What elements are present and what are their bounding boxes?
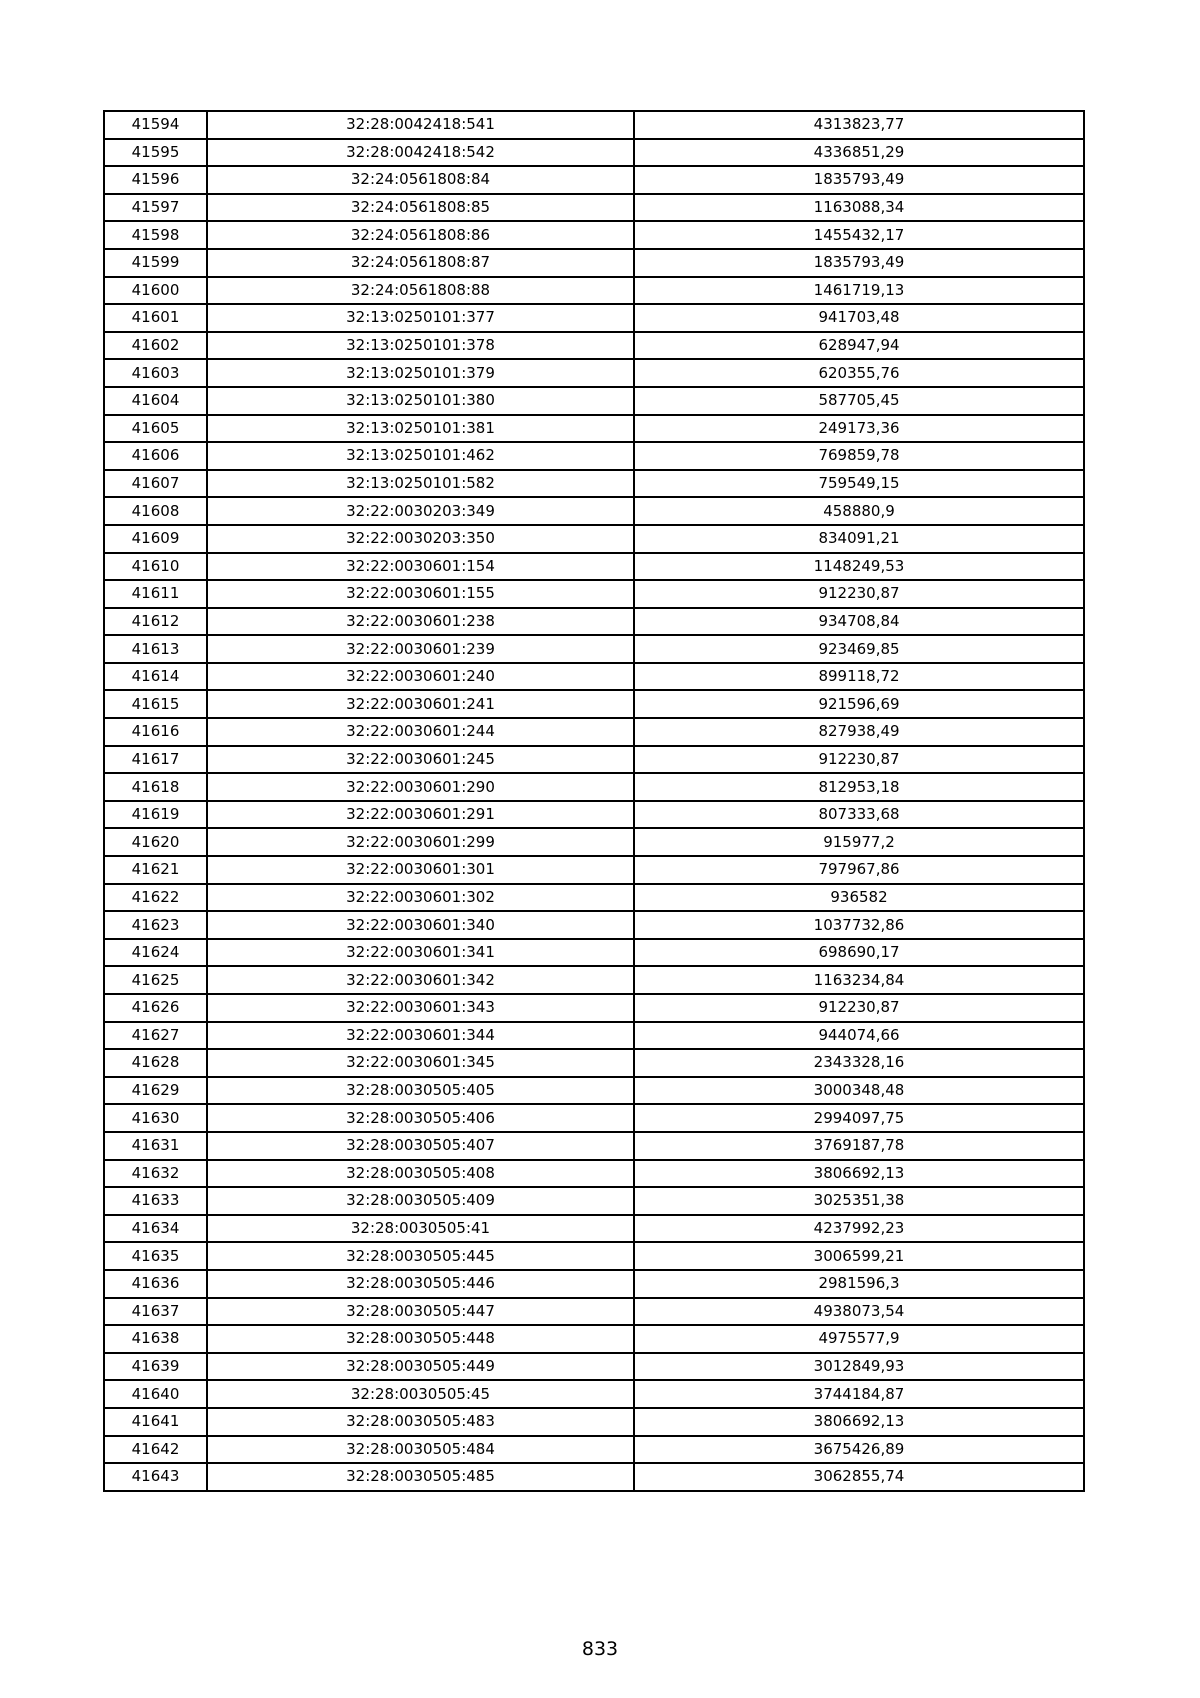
cadastral-number-cell: 32:28:0030505:485 [207, 1463, 634, 1491]
table-row [104, 939, 1084, 967]
value-cell: 3806692,13 [634, 1160, 1084, 1188]
table-row [104, 1049, 1084, 1077]
table-row [104, 994, 1084, 1022]
row-index-cell: 41606 [104, 442, 207, 470]
row-index-cell: 41640 [104, 1380, 207, 1408]
cadastral-number-cell: 32:22:0030601:340 [207, 911, 634, 939]
cadastral-number-cell: 32:28:0042418:541 [207, 111, 634, 139]
cadastral-number-cell: 32:22:0030601:239 [207, 635, 634, 663]
cadastral-number-cell: 32:28:0030505:407 [207, 1132, 634, 1160]
table-row [104, 277, 1084, 305]
table-row [104, 608, 1084, 636]
value-cell: 834091,21 [634, 525, 1084, 553]
row-index-cell: 41598 [104, 221, 207, 249]
row-index-cell: 41627 [104, 1022, 207, 1050]
cadastral-number-cell: 32:22:0030601:241 [207, 690, 634, 718]
cadastral-number-cell: 32:24:0561808:86 [207, 221, 634, 249]
table-row [104, 746, 1084, 774]
value-cell: 458880,9 [634, 497, 1084, 525]
cadastral-number-cell: 32:22:0030601:342 [207, 966, 634, 994]
row-index-cell: 41636 [104, 1270, 207, 1298]
table-row [104, 1463, 1084, 1491]
row-index-cell: 41612 [104, 608, 207, 636]
table-row [104, 1380, 1084, 1408]
cadastral-number-cell: 32:22:0030601:238 [207, 608, 634, 636]
table-row [104, 194, 1084, 222]
cadastral-number-cell: 32:13:0250101:582 [207, 470, 634, 498]
cadastral-number-cell: 32:28:0030505:446 [207, 1270, 634, 1298]
value-cell: 827938,49 [634, 718, 1084, 746]
table-row [104, 801, 1084, 829]
table-row [104, 911, 1084, 939]
row-index-cell: 41610 [104, 553, 207, 581]
table-row [104, 884, 1084, 912]
row-index-cell: 41605 [104, 415, 207, 443]
value-cell: 936582 [634, 884, 1084, 912]
registry-table [103, 110, 1085, 1492]
value-cell: 1455432,17 [634, 221, 1084, 249]
value-cell: 1163088,34 [634, 194, 1084, 222]
value-cell: 4237992,23 [634, 1215, 1084, 1243]
row-index-cell: 41619 [104, 801, 207, 829]
value-cell: 915977,2 [634, 828, 1084, 856]
cadastral-number-cell: 32:22:0030601:343 [207, 994, 634, 1022]
row-index-cell: 41622 [104, 884, 207, 912]
cadastral-number-cell: 32:22:0030601:301 [207, 856, 634, 884]
value-cell: 2994097,75 [634, 1104, 1084, 1132]
row-index-cell: 41613 [104, 635, 207, 663]
cadastral-number-cell: 32:22:0030601:302 [207, 884, 634, 912]
row-index-cell: 41611 [104, 580, 207, 608]
table-row [104, 663, 1084, 691]
cadastral-number-cell: 32:22:0030601:245 [207, 746, 634, 774]
table-row [104, 221, 1084, 249]
cadastral-number-cell: 32:13:0250101:378 [207, 332, 634, 360]
row-index-cell: 41603 [104, 359, 207, 387]
value-cell: 1037732,86 [634, 911, 1084, 939]
table-row [104, 1077, 1084, 1105]
row-index-cell: 41638 [104, 1325, 207, 1353]
value-cell: 3025351,38 [634, 1187, 1084, 1215]
row-index-cell: 41625 [104, 966, 207, 994]
cadastral-number-cell: 32:24:0561808:87 [207, 249, 634, 277]
row-index-cell: 41630 [104, 1104, 207, 1132]
value-cell: 941703,48 [634, 304, 1084, 332]
cadastral-number-cell: 32:22:0030601:299 [207, 828, 634, 856]
value-cell: 3012849,93 [634, 1353, 1084, 1381]
row-index-cell: 41634 [104, 1215, 207, 1243]
table-row [104, 856, 1084, 884]
value-cell: 698690,17 [634, 939, 1084, 967]
table-row [104, 1436, 1084, 1464]
table-row [104, 304, 1084, 332]
table-row [104, 773, 1084, 801]
cadastral-number-cell: 32:24:0561808:88 [207, 277, 634, 305]
value-cell: 921596,69 [634, 690, 1084, 718]
row-index-cell: 41594 [104, 111, 207, 139]
value-cell: 912230,87 [634, 746, 1084, 774]
cadastral-number-cell: 32:28:0030505:45 [207, 1380, 634, 1408]
row-index-cell: 41599 [104, 249, 207, 277]
value-cell: 2981596,3 [634, 1270, 1084, 1298]
value-cell: 587705,45 [634, 387, 1084, 415]
row-index-cell: 41604 [104, 387, 207, 415]
table-row [104, 1187, 1084, 1215]
value-cell: 4975577,9 [634, 1325, 1084, 1353]
table-row [104, 497, 1084, 525]
value-cell: 3006599,21 [634, 1242, 1084, 1270]
row-index-cell: 41600 [104, 277, 207, 305]
cadastral-number-cell: 32:28:0030505:449 [207, 1353, 634, 1381]
row-index-cell: 41633 [104, 1187, 207, 1215]
row-index-cell: 41631 [104, 1132, 207, 1160]
table-row [104, 387, 1084, 415]
cadastral-number-cell: 32:28:0042418:542 [207, 139, 634, 167]
cadastral-number-cell: 32:22:0030203:350 [207, 525, 634, 553]
row-index-cell: 41596 [104, 166, 207, 194]
row-index-cell: 41608 [104, 497, 207, 525]
row-index-cell: 41643 [104, 1463, 207, 1491]
value-cell: 628947,94 [634, 332, 1084, 360]
cadastral-number-cell: 32:22:0030203:349 [207, 497, 634, 525]
registry-table-body [104, 111, 1084, 1491]
table-row [104, 332, 1084, 360]
table-row [104, 1104, 1084, 1132]
value-cell: 4313823,77 [634, 111, 1084, 139]
value-cell: 769859,78 [634, 442, 1084, 470]
cadastral-number-cell: 32:22:0030601:155 [207, 580, 634, 608]
table-row [104, 525, 1084, 553]
table-row [104, 1353, 1084, 1381]
table-row [104, 1132, 1084, 1160]
table-row [104, 1408, 1084, 1436]
table-row [104, 166, 1084, 194]
cadastral-number-cell: 32:28:0030505:448 [207, 1325, 634, 1353]
value-cell: 797967,86 [634, 856, 1084, 884]
value-cell: 1148249,53 [634, 553, 1084, 581]
value-cell: 3062855,74 [634, 1463, 1084, 1491]
row-index-cell: 41642 [104, 1436, 207, 1464]
value-cell: 1163234,84 [634, 966, 1084, 994]
value-cell: 812953,18 [634, 773, 1084, 801]
row-index-cell: 41641 [104, 1408, 207, 1436]
table-row [104, 1022, 1084, 1050]
value-cell: 249173,36 [634, 415, 1084, 443]
table-row [104, 690, 1084, 718]
cadastral-number-cell: 32:28:0030505:406 [207, 1104, 634, 1132]
row-index-cell: 41618 [104, 773, 207, 801]
row-index-cell: 41629 [104, 1077, 207, 1105]
row-index-cell: 41597 [104, 194, 207, 222]
cadastral-number-cell: 32:28:0030505:447 [207, 1298, 634, 1326]
value-cell: 912230,87 [634, 994, 1084, 1022]
table-row [104, 249, 1084, 277]
value-cell: 4938073,54 [634, 1298, 1084, 1326]
cadastral-number-cell: 32:28:0030505:484 [207, 1436, 634, 1464]
table-row [104, 111, 1084, 139]
cadastral-number-cell: 32:28:0030505:408 [207, 1160, 634, 1188]
value-cell: 3000348,48 [634, 1077, 1084, 1105]
value-cell: 934708,84 [634, 608, 1084, 636]
cadastral-number-cell: 32:22:0030601:244 [207, 718, 634, 746]
table-row [104, 139, 1084, 167]
row-index-cell: 41623 [104, 911, 207, 939]
row-index-cell: 41616 [104, 718, 207, 746]
cadastral-number-cell: 32:22:0030601:344 [207, 1022, 634, 1050]
cadastral-number-cell: 32:22:0030601:154 [207, 553, 634, 581]
row-index-cell: 41620 [104, 828, 207, 856]
row-index-cell: 41626 [104, 994, 207, 1022]
cadastral-number-cell: 32:22:0030601:291 [207, 801, 634, 829]
table-row [104, 718, 1084, 746]
cadastral-number-cell: 32:22:0030601:345 [207, 1049, 634, 1077]
value-cell: 3675426,89 [634, 1436, 1084, 1464]
cadastral-number-cell: 32:28:0030505:483 [207, 1408, 634, 1436]
value-cell: 759549,15 [634, 470, 1084, 498]
cadastral-number-cell: 32:13:0250101:379 [207, 359, 634, 387]
table-row [104, 1160, 1084, 1188]
row-index-cell: 41595 [104, 139, 207, 167]
cadastral-number-cell: 32:28:0030505:409 [207, 1187, 634, 1215]
table-row [104, 1270, 1084, 1298]
cadastral-number-cell: 32:13:0250101:381 [207, 415, 634, 443]
cadastral-number-cell: 32:28:0030505:405 [207, 1077, 634, 1105]
table-row [104, 1215, 1084, 1243]
cadastral-number-cell: 32:28:0030505:445 [207, 1242, 634, 1270]
cadastral-number-cell: 32:24:0561808:84 [207, 166, 634, 194]
row-index-cell: 41632 [104, 1160, 207, 1188]
cadastral-number-cell: 32:22:0030601:341 [207, 939, 634, 967]
page-number: 833 [581, 1638, 619, 1660]
value-cell: 944074,66 [634, 1022, 1084, 1050]
cadastral-number-cell: 32:28:0030505:41 [207, 1215, 634, 1243]
row-index-cell: 41621 [104, 856, 207, 884]
value-cell: 923469,85 [634, 635, 1084, 663]
table-row [104, 470, 1084, 498]
cadastral-number-cell: 32:13:0250101:377 [207, 304, 634, 332]
value-cell: 807333,68 [634, 801, 1084, 829]
value-cell: 4336851,29 [634, 139, 1084, 167]
value-cell: 3769187,78 [634, 1132, 1084, 1160]
row-index-cell: 41601 [104, 304, 207, 332]
value-cell: 1461719,13 [634, 277, 1084, 305]
row-index-cell: 41609 [104, 525, 207, 553]
value-cell: 912230,87 [634, 580, 1084, 608]
row-index-cell: 41628 [104, 1049, 207, 1077]
row-index-cell: 41635 [104, 1242, 207, 1270]
value-cell: 3744184,87 [634, 1380, 1084, 1408]
table-row [104, 635, 1084, 663]
value-cell: 899118,72 [634, 663, 1084, 691]
value-cell: 1835793,49 [634, 166, 1084, 194]
table-row [104, 580, 1084, 608]
cadastral-number-cell: 32:24:0561808:85 [207, 194, 634, 222]
cadastral-number-cell: 32:22:0030601:290 [207, 773, 634, 801]
table-row [104, 415, 1084, 443]
row-index-cell: 41624 [104, 939, 207, 967]
row-index-cell: 41637 [104, 1298, 207, 1326]
row-index-cell: 41607 [104, 470, 207, 498]
row-index-cell: 41615 [104, 690, 207, 718]
value-cell: 1835793,49 [634, 249, 1084, 277]
row-index-cell: 41614 [104, 663, 207, 691]
row-index-cell: 41617 [104, 746, 207, 774]
row-index-cell: 41602 [104, 332, 207, 360]
cadastral-number-cell: 32:13:0250101:462 [207, 442, 634, 470]
cadastral-number-cell: 32:22:0030601:240 [207, 663, 634, 691]
value-cell: 3806692,13 [634, 1408, 1084, 1436]
table-row [104, 966, 1084, 994]
table-row [104, 1242, 1084, 1270]
table-row [104, 359, 1084, 387]
table-row [104, 828, 1084, 856]
value-cell: 620355,76 [634, 359, 1084, 387]
table-row [104, 1325, 1084, 1353]
table-row [104, 1298, 1084, 1326]
table-row [104, 442, 1084, 470]
row-index-cell: 41639 [104, 1353, 207, 1381]
cadastral-number-cell: 32:13:0250101:380 [207, 387, 634, 415]
value-cell: 2343328,16 [634, 1049, 1084, 1077]
table-row [104, 553, 1084, 581]
